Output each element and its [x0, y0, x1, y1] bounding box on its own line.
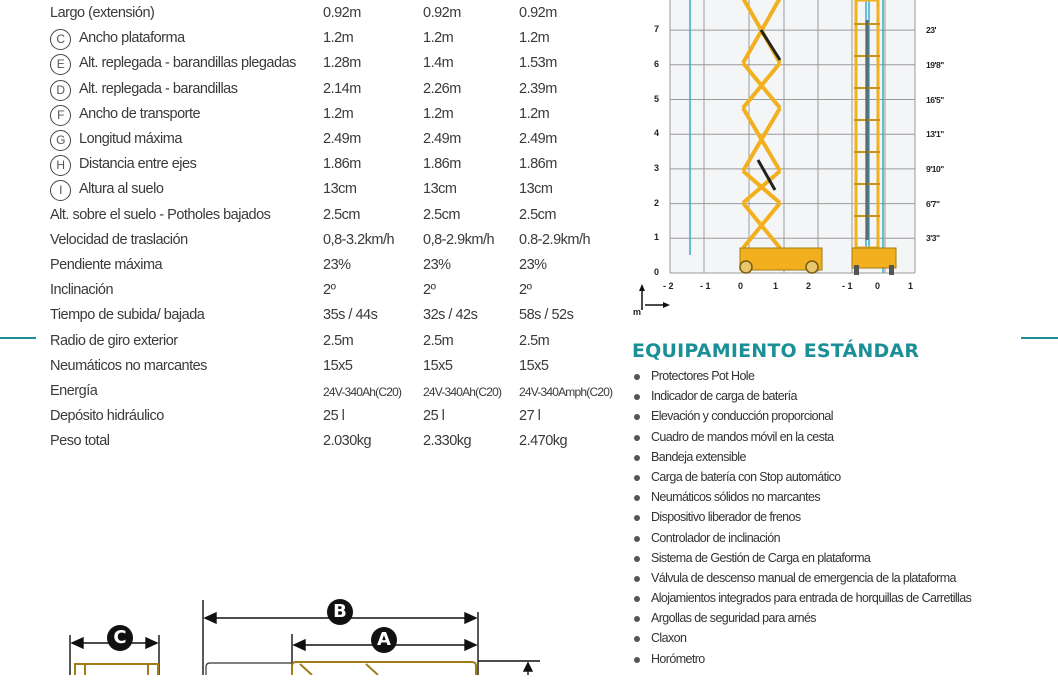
x-tick-label-side: - 2: [663, 281, 674, 291]
bullet-icon: [634, 616, 640, 622]
spec-label: Radio de giro exterior: [50, 332, 178, 349]
y-tick-label-m: 0: [654, 267, 660, 277]
platform-front-rail: [75, 664, 158, 675]
spec-row: [48, 433, 628, 458]
equipment-item-label: Bandeja extensible: [651, 449, 746, 464]
spec-value: 1.2m: [519, 30, 550, 47]
equipment-item: [634, 430, 971, 450]
divider-left: [0, 337, 36, 339]
divider-right: [1021, 337, 1058, 339]
equipment-item-label: Protectores Pot Hole: [651, 369, 755, 383]
arrow-left-icon: [205, 613, 216, 623]
wheel-icon: [740, 261, 752, 273]
spec-label: Depósito hidráulico: [50, 408, 164, 425]
bullet-icon: [634, 596, 640, 602]
y-tick-label-m: 6: [654, 58, 660, 69]
y-tick-label-m: 1: [654, 232, 660, 243]
spec-value: 13cm: [423, 181, 457, 198]
spec-value: 2.5cm: [519, 206, 556, 223]
y-tick-label-m: 7: [654, 24, 660, 35]
spec-value: 0.92m: [323, 5, 361, 21]
arrow-up-icon: [639, 284, 645, 291]
spec-row: [48, 383, 628, 408]
x-tick-label-side: 1: [773, 281, 779, 291]
bullet-icon: [634, 394, 640, 400]
bullet-icon: [634, 515, 640, 521]
y-tick-label-ft: 23': [926, 25, 936, 36]
spec-label: Neumáticos no marcantes: [50, 357, 207, 374]
spec-value: 1.2m: [323, 105, 354, 122]
equipment-title: EQUIPAMIENTO ESTÁNDAR: [632, 340, 920, 362]
spec-value: 1.28m: [323, 55, 361, 72]
bullet-icon: [634, 495, 640, 501]
dimension-drawing: [0, 585, 560, 675]
spec-value: 1.2m: [423, 30, 454, 47]
spec-label: Alt. sobre el suelo - Potholes bajados: [50, 206, 271, 223]
equipment-item-label: Válvula de descenso manual de emergencia de la plataforma: [651, 570, 956, 585]
spec-label: Inclinación: [50, 282, 114, 299]
arrow-left-icon: [294, 640, 305, 650]
spec-value: 0,8-3.2km/h: [323, 231, 395, 248]
spec-value: 2.14m: [323, 80, 361, 97]
spec-value: 1.53m: [519, 55, 557, 72]
dim-badge-b: B: [327, 599, 353, 625]
letter-circle-icon: H: [50, 155, 71, 176]
spec-value: 23%: [519, 257, 547, 273]
spec-label: Tiempo de subida/ bajada: [50, 307, 205, 324]
y-tick-label-m: 3: [654, 162, 660, 173]
bullet-icon: [634, 536, 640, 542]
x-tick-label-front: - 1: [842, 281, 853, 291]
spec-value: 2º: [423, 282, 436, 299]
spec-label: Pendiente máxima: [50, 257, 163, 273]
equipment-item-label: Horómetro: [651, 651, 705, 666]
y-tick-label-m: 2: [654, 197, 660, 208]
x-tick-label-side: 0: [738, 281, 744, 291]
equipment-list: [634, 369, 971, 672]
spec-value: 2.470kg: [519, 433, 568, 450]
spec-value: 25 l: [423, 408, 445, 425]
letter-circle-icon: E: [50, 54, 71, 75]
letter-circle-icon: D: [50, 80, 71, 101]
spec-value: 0.8-2.9km/h: [519, 231, 591, 248]
equipment-item-label: Alojamientos integrados para entrada de horquillas de Carretillas: [651, 591, 972, 606]
equipment-item-label: Dispositivo liberador de frenos: [651, 510, 801, 525]
spec-value: 58s / 52s: [519, 307, 574, 324]
bullet-icon: [634, 556, 640, 562]
x-tick-label-front: 1: [908, 281, 914, 291]
equipment-item: [634, 611, 971, 631]
spec-value: 2.39m: [519, 80, 557, 97]
letter-circle-icon: G: [50, 130, 71, 151]
equipment-item-label: Cuadro de mandos móvil en la cesta: [651, 429, 834, 444]
dimension-svg: [0, 585, 560, 675]
equipment-item-label: Argollas de seguridad para arnés: [651, 611, 816, 626]
equipment-item-label: Claxon: [651, 631, 687, 646]
equipment-item: [634, 450, 971, 470]
letter-circle-icon: I: [50, 180, 71, 201]
spec-value: 35s / 44s: [323, 307, 378, 324]
equipment-item: [634, 369, 971, 389]
spec-label: Distancia entre ejes: [79, 156, 197, 173]
arrow-up-icon: [524, 663, 532, 671]
equipment-item-label: Neumáticos sólidos no marcantes: [651, 490, 820, 505]
spec-value: 2.5cm: [423, 206, 460, 223]
x-tick-label-side: - 1: [700, 281, 711, 291]
spec-row: [48, 358, 628, 383]
arrow-left-icon: [72, 638, 83, 648]
spec-value: 1.86m: [519, 156, 557, 173]
working-range-diagram: [630, 0, 960, 325]
tyre-icon: [854, 265, 859, 275]
arrow-right-icon: [663, 302, 670, 308]
spec-value: 2º: [519, 282, 532, 299]
spec-label: Longitud máxima: [79, 131, 182, 147]
spec-value: 2.5m: [519, 332, 550, 349]
equipment-item: [634, 490, 971, 510]
bullet-icon: [634, 657, 640, 663]
spec-value: 1.4m: [423, 55, 454, 72]
spec-label: Peso total: [50, 433, 110, 450]
y-tick-label-ft: 6'7": [926, 198, 940, 209]
y-tick-label-ft: 3'3": [926, 233, 940, 244]
equipment-item-label: Sistema de Gestión de Carga en plataforma: [651, 550, 871, 565]
spec-row: [48, 5, 628, 30]
spec-value: 24V-340Amph(C20): [519, 385, 613, 399]
y-tick-label-m: 5: [654, 93, 660, 104]
spec-row: [48, 181, 628, 206]
spec-value: 2.49m: [423, 131, 461, 147]
spec-value: 2º: [323, 282, 336, 299]
equipment-item-label: Controlador de inclinación: [651, 530, 780, 545]
spec-row: [48, 257, 628, 282]
spec-value: 0,8-2.9km/h: [423, 231, 495, 248]
spec-row: [48, 307, 628, 332]
arrow-right-icon: [465, 640, 476, 650]
unit-label: m: [633, 307, 642, 317]
working-range-svg: [630, 0, 960, 325]
spec-label: Alt. replegada - barandillas: [79, 80, 238, 97]
spec-row: [48, 282, 628, 307]
spec-row: [48, 30, 628, 55]
bullet-icon: [634, 455, 640, 461]
spec-value: 13cm: [519, 181, 553, 198]
spec-row: [48, 55, 628, 80]
spec-label: Alt. replegada - barandillas plegadas: [79, 55, 296, 72]
spec-value: 2.49m: [519, 131, 557, 147]
y-tick-label-ft: 19'8": [926, 59, 944, 70]
equipment-item: [634, 389, 971, 409]
spec-value: 27 l: [519, 408, 541, 425]
platform-side-rail: [292, 662, 476, 675]
spec-label: Largo (extensión): [50, 5, 155, 21]
spec-value: 2.5m: [323, 332, 354, 349]
spec-value: 13cm: [323, 181, 357, 198]
y-tick-label-m: 4: [654, 128, 660, 139]
spec-value: 15x5: [323, 357, 353, 374]
spec-row: [48, 81, 628, 106]
x-tick-label-front: 0: [875, 281, 881, 291]
equipment-item-label: Elevación y conducción proporcional: [651, 409, 833, 424]
spec-label: Velocidad de traslación: [50, 231, 188, 248]
spec-value: 24V-340Ah(C20): [423, 385, 502, 399]
dim-badge-a: A: [371, 627, 397, 653]
arrow-right-icon: [465, 613, 476, 623]
equipment-item-label: Carga de batería con Stop automático: [651, 469, 841, 484]
spec-label: Ancho plataforma: [79, 30, 185, 47]
letter-circle-icon: F: [50, 105, 71, 126]
spec-value: 2.330kg: [423, 433, 472, 450]
spec-row: [48, 106, 628, 131]
spec-value: 15x5: [423, 357, 453, 374]
arrow-right-icon: [146, 638, 157, 648]
y-tick-label-ft: 16'5": [926, 94, 944, 105]
equipment-item: [634, 631, 971, 651]
bullet-icon: [634, 576, 640, 582]
bullet-icon: [634, 435, 640, 441]
spec-value: 1.2m: [323, 30, 354, 47]
spec-value: 32s / 42s: [423, 307, 478, 324]
spec-value: 1.86m: [323, 156, 361, 173]
spec-row: [48, 131, 628, 156]
equipment-item: [634, 591, 971, 611]
x-tick-label-side: 2: [806, 281, 812, 291]
tyre-icon: [889, 265, 894, 275]
spec-value: 2.49m: [323, 131, 361, 147]
wheel-icon: [806, 261, 818, 273]
spec-row: [48, 333, 628, 358]
equipment-item: [634, 409, 971, 429]
spec-value: 2.5m: [423, 332, 454, 349]
spec-label: Altura al suelo: [79, 181, 164, 198]
spec-value: 15x5: [519, 357, 549, 374]
spec-value: 1.2m: [423, 105, 454, 122]
bullet-icon: [634, 414, 640, 420]
spec-label: Ancho de transporte: [79, 105, 201, 122]
bullet-icon: [634, 475, 640, 481]
spec-value: 2.5cm: [323, 206, 360, 223]
bullet-icon: [634, 374, 640, 380]
spec-value: 24V-340Ah(C20): [323, 385, 402, 399]
equipment-item: [634, 470, 971, 490]
spec-row: [48, 232, 628, 257]
bullet-icon: [634, 636, 640, 642]
spec-value: 2.26m: [423, 80, 461, 97]
equipment-item: [634, 531, 971, 551]
y-tick-label-ft: 13'1": [926, 129, 944, 140]
spec-value: 23%: [423, 257, 451, 273]
spec-row: [48, 156, 628, 181]
equipment-item: [634, 510, 971, 530]
y-tick-label-ft: 9'10": [926, 163, 944, 174]
equipment-item: [634, 571, 971, 591]
spec-value: 1.2m: [519, 105, 550, 122]
spec-value: 2.030kg: [323, 433, 372, 450]
equipment-item: [634, 652, 971, 672]
equipment-item-label: Indicador de carga de batería: [651, 389, 797, 404]
spec-value: 23%: [323, 257, 351, 273]
equipment-item: [634, 551, 971, 571]
dim-badge-c: C: [107, 625, 133, 651]
spec-row: [48, 408, 628, 433]
spec-row: [48, 207, 628, 232]
spec-value: 1.86m: [423, 156, 461, 173]
letter-circle-icon: C: [50, 29, 71, 50]
spec-value: 0.92m: [519, 5, 557, 21]
spec-label: Energía: [50, 383, 98, 399]
spec-value: 25 l: [323, 408, 345, 425]
spec-value: 0.92m: [423, 5, 461, 21]
